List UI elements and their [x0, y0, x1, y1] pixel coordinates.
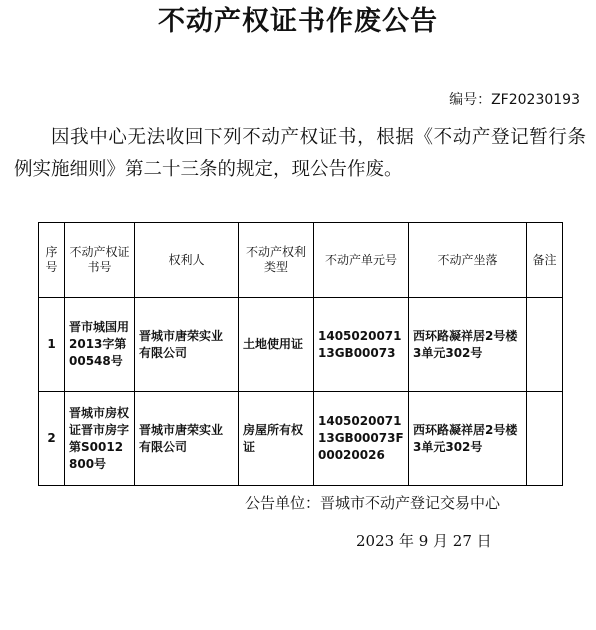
document-number: 编号：ZF20230193 — [449, 92, 580, 108]
header-right-type: 不动产权利类型 — [239, 223, 314, 298]
header-seq: 序号 — [39, 223, 65, 298]
cell-note — [527, 392, 563, 486]
issue-date: 2023 年 9 月 27 日 — [356, 532, 492, 550]
table-row — [39, 392, 563, 486]
header-unit-no: 不动产单元号 — [314, 223, 409, 298]
cell-note — [527, 298, 563, 392]
cancelled-certificates-table — [38, 222, 563, 486]
notice-body-text: 因我中心无法收回下列不动产权证书，根据《不动产登记暂行条例实施细则》第二十三条的规定，现公告作废。 — [14, 127, 586, 180]
table-header-row — [39, 223, 563, 298]
cell-seq: 2 — [39, 392, 65, 486]
header-location: 不动产坐落 — [409, 223, 527, 298]
cell-owner: 晋城市唐荣实业有限公司 — [135, 298, 239, 392]
cell-unit-no: 140502007113GB00073 — [314, 298, 409, 392]
cell-unit-no: 140502007113GB00073F00020026 — [314, 392, 409, 486]
cell-location: 西环路凝祥居2号楼3单元302号 — [409, 392, 527, 486]
header-owner: 权利人 — [135, 223, 239, 298]
cell-right-type: 土地使用证 — [239, 298, 314, 392]
cell-seq: 1 — [39, 298, 65, 392]
cell-cert-no: 晋市城国用2013字第00548号 — [65, 298, 135, 392]
table-row — [39, 298, 563, 392]
page-title: 不动产权证书作废公告 — [158, 6, 438, 37]
cell-right-type: 房屋所有权证 — [239, 392, 314, 486]
header-note: 备注 — [527, 223, 563, 298]
issuing-unit: 公告单位：晋城市不动产登记交易中心 — [245, 494, 501, 512]
cell-cert-no: 晋城市房权证晋市房字第S0012800号 — [65, 392, 135, 486]
header-cert-no: 不动产权证书号 — [65, 223, 135, 298]
cell-owner: 晋城市唐荣实业有限公司 — [135, 392, 239, 486]
cell-location: 西环路凝祥居2号楼3单元302号 — [409, 298, 527, 392]
